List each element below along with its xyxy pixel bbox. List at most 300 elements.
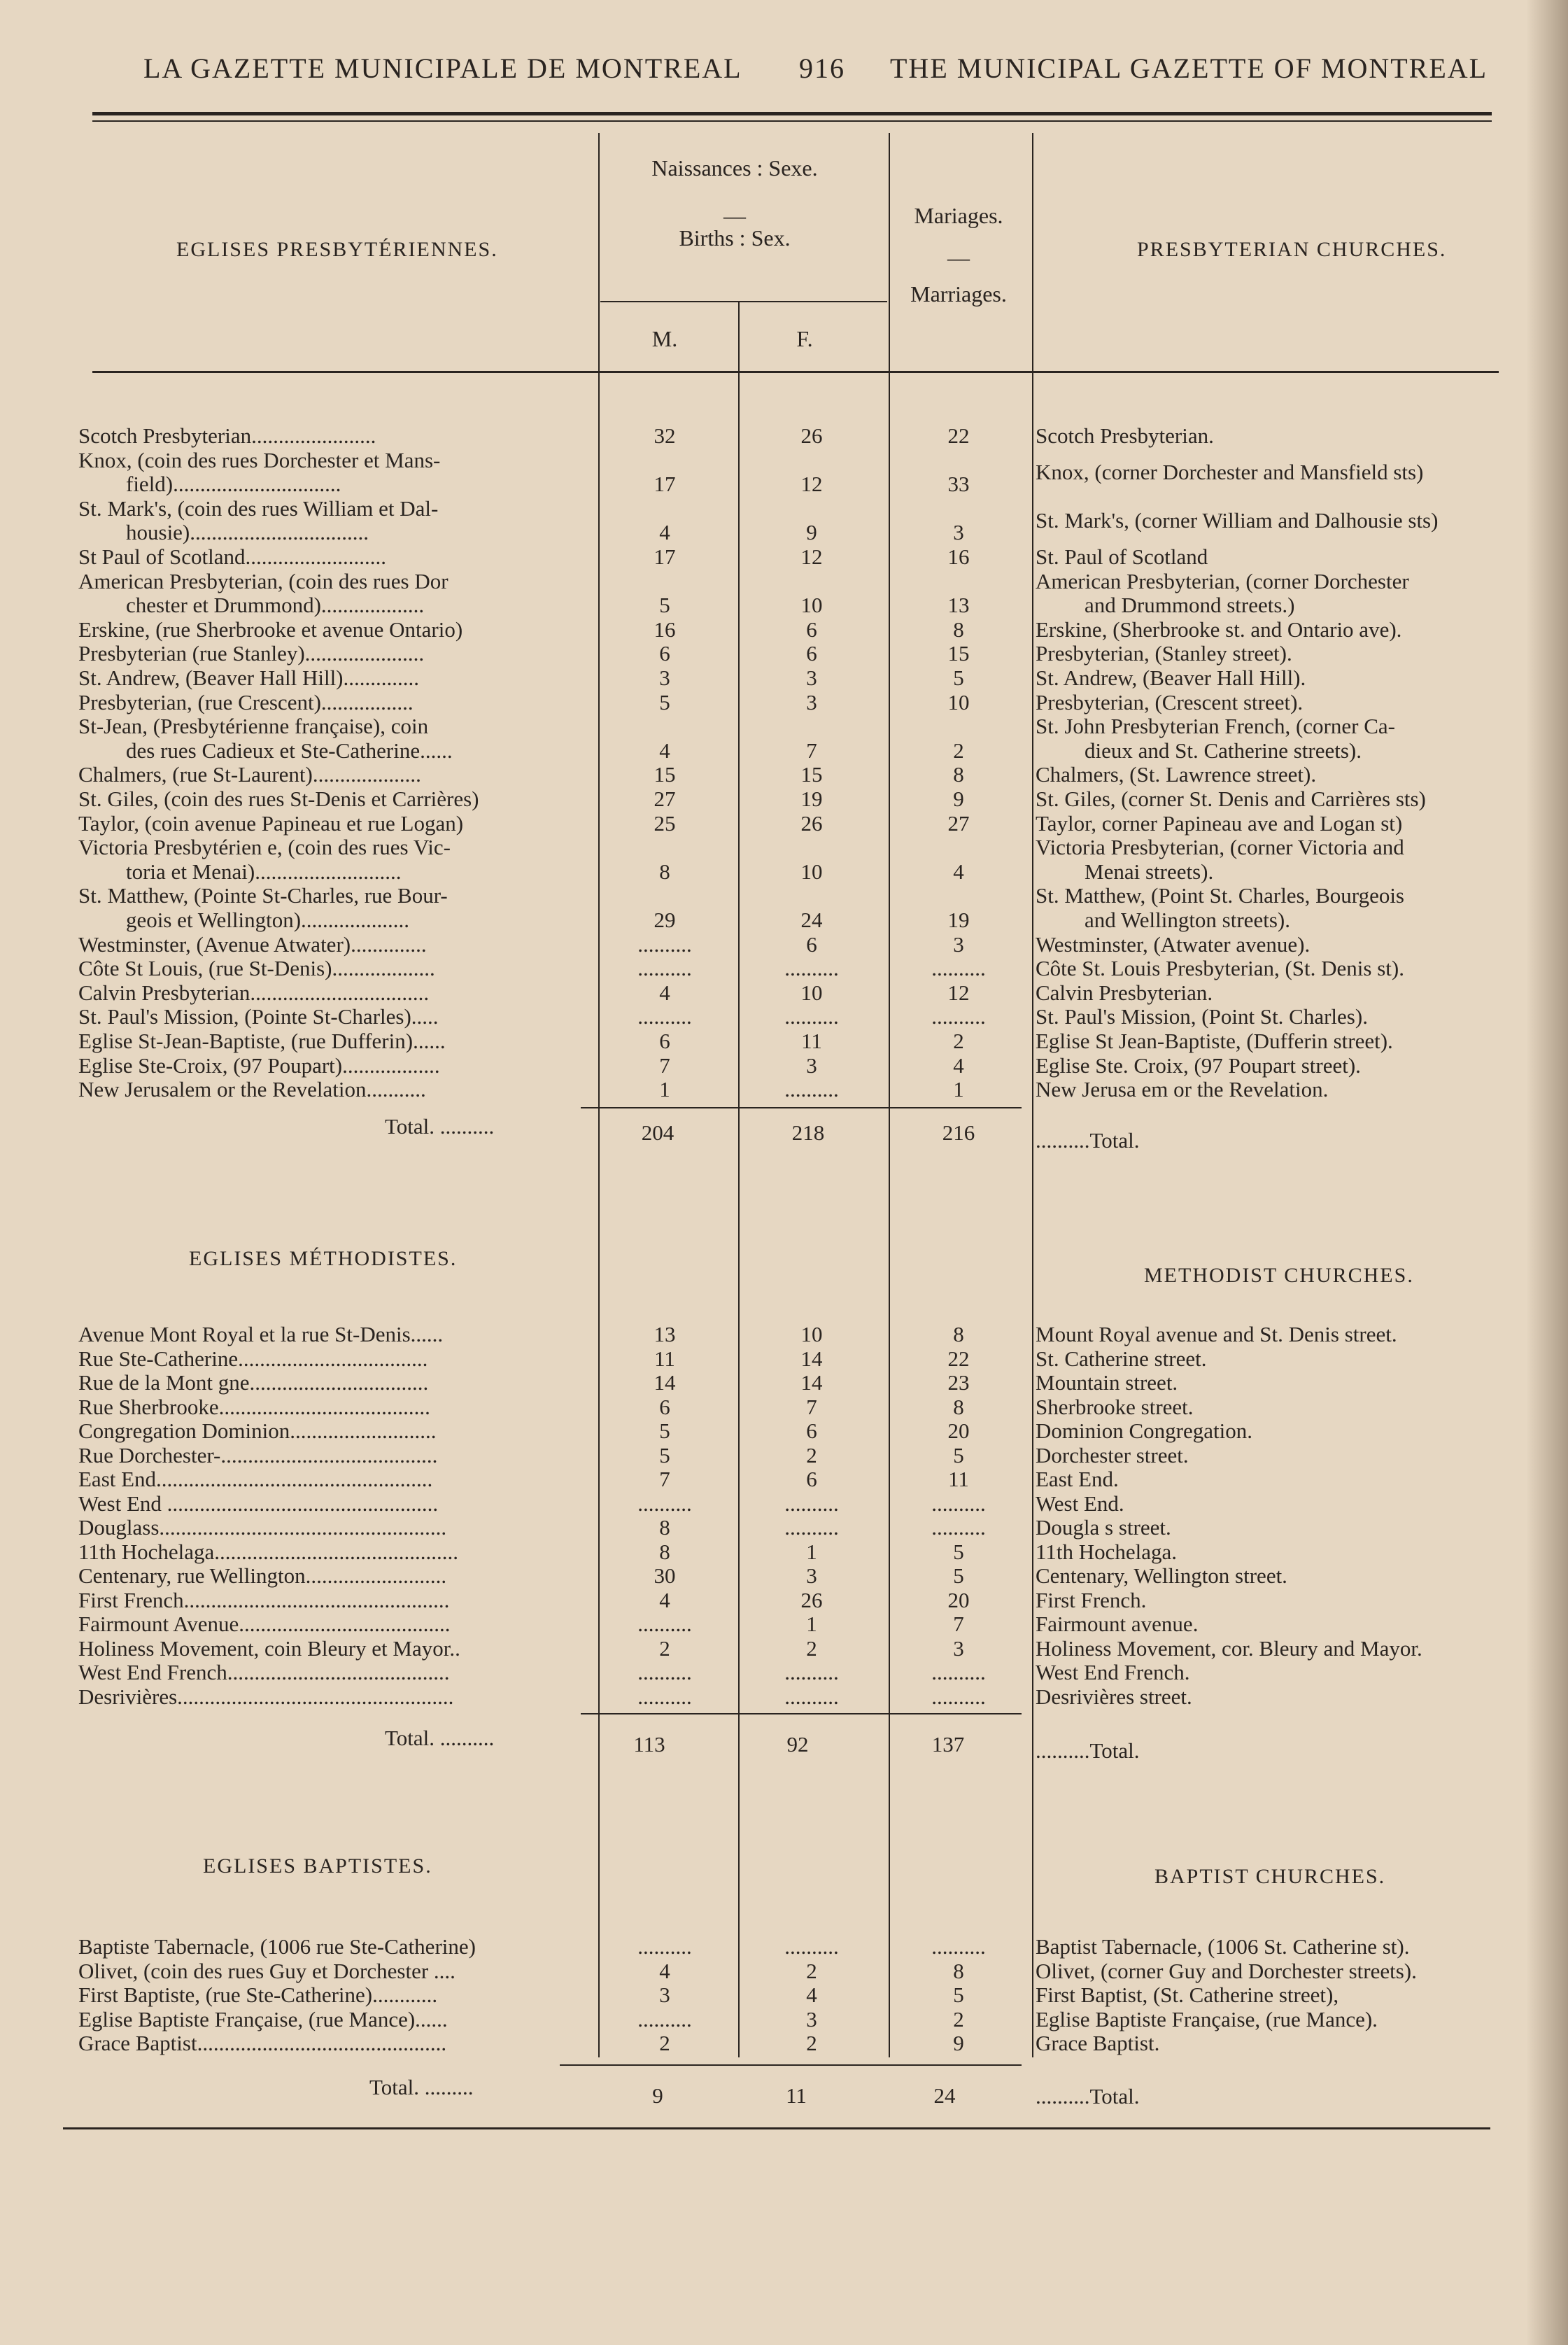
baptist-name-en: Eglise Baptiste Française, (rue Mance). [1036,2007,1378,2031]
methodist-name-fr: West End French......................................... [78,1661,450,1684]
presbyterian-marriage-count: 5 [953,666,964,690]
presbyterian-marriage-count: 19 [947,907,970,932]
presbyterian-total-marriages: 216 [942,1120,975,1145]
baptist-total-row [0,2084,1568,2108]
methodist-female-count: 6 [806,1418,817,1443]
methodist-name-en: Dougla s street. [1036,1516,1171,1540]
presbyterian-name-fr: Victoria Presbytérien e, (coin des rues Vic- [78,836,451,860]
methodist-male-count: 30 [654,1563,676,1588]
baptist-total-label-fr: Total. ......... [369,2075,474,2099]
presbyterian-name-fr-cont: housie)................................. [126,521,369,545]
presbyterian-female-count: 24 [800,907,823,932]
presbyterian-name-en: Chalmers, (St. Lawrence street). [1036,763,1317,787]
methodist-row [0,1419,1568,1443]
baptist-row [0,1935,1568,1959]
methodist-male-count: 13 [654,1322,676,1346]
presbyterian-name-fr-cont: toria et Menai)........................... [126,859,402,884]
female-header: F. [796,326,813,351]
page-edge-shadow [1526,0,1568,2345]
baptist-name-fr: Baptiste Tabernacle, (1006 rue Ste-Catherine) [78,1935,476,1959]
presbyterian-row [0,714,1568,763]
presbyterian-male-count: .......... [637,931,692,957]
baptist-name-en: Olivet, (corner Guy and Dorchester streets). [1036,1959,1417,1983]
methodist-marriage-count: 5 [953,1563,964,1588]
presbyterian-name-fr: St. Mark's, (coin des rues William et Dal- [78,496,439,521]
presbyterian-row [0,424,1568,448]
presbyterian-row [0,787,1568,811]
methodist-name-fr: 11th Hochelaga............................................. [78,1540,458,1564]
methodist-name-fr: Fairmount Avenue....................................... [78,1612,451,1636]
presbyterian-marriage-count: 3 [953,520,964,545]
baptist-female-count: .......... [784,1934,839,1959]
presbyterian-row [0,618,1568,642]
methodist-female-count: 6 [806,1467,817,1491]
presbyterian-marriage-count: 9 [953,787,964,811]
presbyterian-row [0,448,1568,497]
baptist-female-count: 2 [806,2031,817,2055]
presbyterian-female-count: 9 [806,520,817,545]
presbyterian-row [0,836,1568,884]
baptist-total-female: 11 [786,2083,807,2108]
methodist-marriage-count: 20 [947,1418,970,1443]
presbyterian-row [0,763,1568,787]
presbyterian-row [0,933,1568,957]
presbyterian-row [0,545,1568,569]
methodist-name-fr: Avenue Mont Royal et la rue St-Denis...... [78,1323,444,1346]
presbyterian-name-en: Eglise St Jean-Baptiste, (Dufferin street). [1036,1029,1393,1053]
presbyterian-female-count: 19 [800,787,823,811]
methodist-row [0,1371,1568,1395]
baptist-marriage-count: .......... [931,1934,986,1959]
presbyterian-name-en: Presbyterian, (Crescent street). [1036,690,1304,714]
methodist-total-male: 113 [633,1732,665,1756]
methodist-name-en: Dorchester street. [1036,1443,1189,1467]
methodist-male-count: 14 [654,1370,676,1395]
header-rule-thick [92,112,1492,115]
presbyterian-female-count: 12 [800,472,823,497]
methodist-male-count: .......... [637,1684,692,1709]
presbyterian-female-count: .......... [784,1077,839,1102]
methodist-name-fr: Desrivières................................................... [78,1684,454,1709]
methodist-name-fr: East End................................................... [78,1467,433,1491]
presbyterian-female-count: 3 [806,689,817,714]
methodist-name-fr: First French................................................. [78,1588,450,1612]
methodist-name-en: 11th Hochelaga. [1036,1540,1177,1564]
presbyterian-marriage-count: 22 [947,423,970,448]
presbyterian-female-count: 6 [806,617,817,642]
methodist-male-count: 11 [654,1346,675,1371]
methodist-name-fr: Holiness Movement, coin Bleury et Mayor.. [78,1636,460,1661]
male-header: M. [651,326,678,351]
methodist-marriage-count: .......... [931,1491,986,1516]
presbyterian-marriage-count: .......... [931,956,986,981]
presbyterian-female-count: 3 [806,666,817,690]
presbyterian-male-count: 8 [659,859,670,884]
methodist-female-count: 1 [806,1539,817,1564]
presbyterian-name-en-cont: dieux and St. Catherine streets). [1085,738,1362,763]
methodist-female-count: 7 [806,1394,817,1419]
baptist-marriage-count: 9 [953,2031,964,2055]
baptist-row [0,2031,1568,2055]
methodist-marriage-count: 20 [947,1587,970,1612]
presbyterian-male-count: 16 [654,617,676,642]
presbyterian-name-en: Erskine, (Sherbrooke st. and Ontario ave). [1036,617,1402,642]
marriages-header-en: Marriages. [910,281,1007,307]
presbyterian-name-fr-cont: geois et Wellington).................... [126,908,410,932]
methodist-male-count: 7 [659,1467,670,1491]
presbyterian-marriage-count: 3 [953,931,964,957]
presbyterian-male-count: 3 [659,666,670,690]
methodist-female-count: 14 [800,1370,823,1395]
methodist-female-count: .......... [784,1660,839,1684]
presbyterian-name-en-cont: and Wellington streets). [1085,908,1290,932]
presbyterian-male-count: 4 [659,738,670,763]
presbyterian-marriage-count: 10 [947,689,970,714]
presbyterian-female-count: .......... [784,1004,839,1029]
baptist-row [0,1959,1568,1983]
presbyterian-female-count: 26 [800,423,823,448]
methodist-marriage-count: 5 [953,1539,964,1564]
baptist-total-male: 9 [652,2083,663,2108]
header-left: LA GAZETTE MUNICIPALE DE MONTREAL [143,52,742,84]
presbyterian-total-row [0,1121,1568,1145]
methodist-male-count: 5 [659,1442,670,1467]
methodist-row [0,1467,1568,1491]
methodist-female-count: 1 [806,1612,817,1636]
methodist-name-en: Mount Royal avenue and St. Denis street. [1036,1323,1397,1346]
presbyterian-marriage-count: .......... [931,1004,986,1029]
presbyterian-name-en: St. John Presbyterian French, (corner Ca- [1036,714,1395,739]
baptist-marriage-count: 5 [953,1983,964,2007]
presbyterian-name-fr: St-Jean, (Presbytérienne française), coin [78,714,429,739]
presbyterian-male-count: 4 [659,980,670,1005]
presbyterian-marriage-count: 16 [947,544,970,569]
presbyterian-row [0,666,1568,690]
presbyterian-male-count: 32 [654,423,676,448]
presbyterian-total-female: 218 [791,1120,825,1145]
baptist-name-en: First Baptist, (St. Catherine street), [1036,1983,1339,2007]
methodist-name-fr: Congregation Dominion........................... [78,1419,437,1443]
presbyterian-female-count: 12 [800,544,823,569]
presbyterian-female-count: 10 [800,859,823,884]
presbyterian-female-count: 15 [800,762,823,787]
presbyterian-male-count: 25 [654,810,676,836]
methodist-female-count: .......... [784,1684,839,1709]
presbyterian-name-fr: New Jerusalem or the Revelation........... [78,1078,426,1102]
presbyterian-female-count: 3 [806,1052,817,1078]
presbyterian-female-count: 26 [800,810,823,836]
methodist-male-count: 5 [659,1418,670,1443]
methodist-total-female: 92 [786,1732,809,1756]
baptist-male-count: 2 [659,2031,670,2055]
presbyterian-marriage-count: 8 [953,762,964,787]
presbyterian-male-count: 17 [654,472,676,497]
methodist-name-en: Dominion Congregation. [1036,1419,1252,1443]
methodist-male-count: 8 [659,1539,670,1564]
presbyterian-male-count: 17 [654,544,676,569]
presbyterian-marriage-count: 15 [947,641,970,666]
methodist-female-count: 10 [800,1322,823,1346]
header-right: THE MUNICIPAL GAZETTE OF MONTREAL [890,52,1488,84]
presbyterian-male-count: 4 [659,520,670,545]
presbyterian-female-count: 10 [800,593,823,618]
baptist-name-fr: First Baptiste, (rue Ste-Catherine)............ [78,1983,438,2007]
presbyterian-row [0,1054,1568,1078]
presbyterian-male-count: 5 [659,593,670,618]
presbyterian-female-count: 11 [801,1029,822,1053]
methodist-total-label-fr: Total. .......... [385,1726,495,1750]
presbyterian-row [0,957,1568,980]
methodist-row [0,1444,1568,1467]
presbyterian-name-en: St. Giles, (corner St. Denis and Carrières sts) [1036,787,1426,811]
methodist-marriage-count: 11 [948,1467,969,1491]
methodist-name-fr: Centenary, rue Wellington.......................... [78,1564,447,1588]
presbyterian-name-fr: Calvin Presbyterian................................. [78,980,430,1005]
baptist-row [0,1983,1568,2007]
presbyterian-name-en: Knox, (corner Dorchester and Mansfield sts) [1036,460,1424,484]
presbyterian-row [0,884,1568,932]
presbyterian-name-fr: Westminster, (Avenue Atwater).............. [78,932,427,957]
presbyterian-total-label-en: ..........Total. [1036,1128,1140,1153]
methodist-name-fr: Rue Dorchester-........................................ [78,1443,438,1467]
methodist-male-count: 6 [659,1394,670,1419]
methodist-row [0,1516,1568,1540]
presbyterian-name-fr: Côte St Louis, (rue St-Denis)................... [78,957,435,981]
presbyterian-row [0,981,1568,1005]
baptist-male-count: 3 [659,1983,670,2007]
baptist-name-en: Grace Baptist. [1036,2031,1160,2055]
methodist-row [0,1564,1568,1588]
presbyterian-male-count: .......... [637,1004,692,1029]
methodist-female-count: 3 [806,1563,817,1588]
methodist-female-count: 14 [800,1346,823,1371]
methodist-female-count: .......... [784,1515,839,1540]
presbyterian-name-en: American Presbyterian, (corner Dorchester [1036,569,1409,593]
presbyterian-name-en-cont: Menai streets). [1085,859,1214,884]
methodist-male-count: .......... [637,1612,692,1636]
presbyterian-name-en: St. Andrew, (Beaver Hall Hill). [1036,666,1306,690]
presbyterian-name-en: Scotch Presbyterian. [1036,424,1214,448]
presbyterian-name-en: St. Matthew, (Point St. Charles, Bourgeois [1036,884,1404,908]
footer-rule [63,2127,1490,2129]
presbyterian-name-fr-cont: field)............................... [126,472,341,497]
presbyterian-total-male: 204 [641,1120,674,1145]
methodist-row [0,1685,1568,1709]
methodist-marriage-count: 8 [953,1394,964,1419]
presbyterian-row [0,691,1568,714]
methodist-row [0,1589,1568,1612]
methodist-row [0,1323,1568,1346]
methodist-name-fr: Rue de la Mont gne................................. [78,1371,429,1395]
methodist-marriage-count: .......... [931,1660,986,1684]
presbyterian-name-en: Eglise Ste. Croix, (97 Poupart street). [1036,1053,1361,1078]
presbyterian-male-count: 27 [654,787,676,811]
presbyterian-male-count: 7 [659,1052,670,1078]
presbyterian-female-count: 6 [806,641,817,666]
methodist-marriage-count: .......... [931,1684,986,1709]
presbyterian-male-count: 29 [654,907,676,932]
methodist-name-en: Mountain street. [1036,1371,1178,1395]
methodist-marriage-count: 22 [947,1346,970,1371]
presbyterian-name-fr: Scotch Presbyterian....................... [78,424,376,448]
methodist-name-en: West End. [1036,1491,1124,1516]
methodist-row [0,1637,1568,1661]
presbyterian-name-en: St. Paul's Mission, (Point St. Charles). [1036,1005,1368,1029]
baptist-name-fr: Eglise Baptiste Française, (rue Mance)...... [78,2007,448,2031]
baptist-name-en: Baptist Tabernacle, (1006 St. Catherine st). [1036,1935,1410,1959]
presbyterian-name-en: Presbyterian, (Stanley street). [1036,642,1292,666]
methodist-male-count: .......... [637,1660,692,1684]
methodist-male-count: 2 [659,1635,670,1661]
methodist-name-en: Centenary, Wellington street. [1036,1564,1287,1588]
methodist-name-en: St. Catherine street. [1036,1346,1207,1371]
presbyterian-row [0,496,1568,545]
presbyterian-name-fr: Presbyterian, (rue Crescent)................. [78,690,414,714]
presbyterian-marriage-count: 33 [947,472,970,497]
methodist-male-count: 4 [659,1587,670,1612]
baptist-marriage-count: 8 [953,1958,964,1983]
methodist-total-row [0,1733,1568,1756]
presbyterian-name-en: Westminster, (Atwater avenue). [1036,932,1311,957]
methodist-female-count: 2 [806,1442,817,1467]
presbyterian-row [0,642,1568,666]
presbyterian-male-count: 6 [659,641,670,666]
presbyterian-marriage-count: 12 [947,980,970,1005]
methodist-male-count: .......... [637,1491,692,1516]
baptist-female-count: 4 [806,1983,817,2007]
methodist-marriage-count: .......... [931,1515,986,1540]
presbyterian-name-en: Taylor, corner Papineau ave and Logan st) [1036,811,1403,836]
presbyterian-name-fr: St. Matthew, (Pointe St-Charles, rue Bour- [78,884,448,908]
baptist-female-count: 2 [806,1958,817,1983]
presbyterian-name-en: Côte St. Louis Presbyterian, (St. Denis st). [1036,957,1404,981]
methodist-name-en: First French. [1036,1588,1147,1612]
methodist-title-en: METHODIST CHURCHES. [1144,1264,1414,1287]
presbyterian-male-count: 1 [659,1077,670,1102]
presbyterian-marriage-count: 27 [947,810,970,836]
sex-subheader-rule [600,301,887,302]
presbyterian-row [0,812,1568,836]
presbyterian-name-fr-cont: chester et Drummond)................... [126,593,425,618]
methodist-male-count: 8 [659,1515,670,1540]
presbyterian-name-fr: St Paul of Scotland.......................... [78,545,387,569]
header-rule-thin [92,120,1492,122]
presbyterian-name-en: St. Mark's, (corner William and Dalhousie sts) [1036,509,1439,533]
baptist-total-label-en: ..........Total. [1036,2084,1140,2108]
methodist-title-fr: EGLISES MÉTHODISTES. [189,1247,458,1270]
presbyterian-name-fr: Erskine, (rue Sherbrooke et avenue Ontario) [78,617,463,642]
presbyterian-name-en: Calvin Presbyterian. [1036,980,1213,1005]
methodist-name-fr: Rue Ste-Catherine................................... [78,1346,428,1371]
presbyterian-total-label-fr: Total. .......... [385,1114,495,1139]
presbyterian-row [0,1005,1568,1029]
births-dash: — [723,203,746,228]
presbyterian-name-fr: Knox, (coin des rues Dorchester et Mans- [78,448,441,472]
methodist-marriage-count: 8 [953,1322,964,1346]
presbyterian-title-fr: EGLISES PRESBYTÉRIENNES. [176,238,498,261]
methodist-name-en: Holiness Movement, cor. Bleury and Mayor. [1036,1636,1422,1661]
presbyterian-name-fr: Eglise Ste-Croix, (97 Poupart).................. [78,1053,440,1078]
baptist-total-rule [560,2064,1022,2066]
presbyterian-male-count: .......... [637,956,692,981]
presbyterian-name-en-cont: and Drummond streets.) [1085,593,1295,618]
baptist-name-fr: Grace Baptist.............................................. [78,2031,447,2055]
methodist-marriage-count: 5 [953,1442,964,1467]
presbyterian-male-count: 5 [659,689,670,714]
presbyterian-male-count: 15 [654,762,676,787]
presbyterian-name-en: Victoria Presbyterian, (corner Victoria and [1036,836,1404,860]
methodist-row [0,1347,1568,1371]
methodist-female-count: .......... [784,1491,839,1516]
methodist-total-label-en: ..........Total. [1036,1738,1140,1763]
methodist-row [0,1395,1568,1419]
marriages-dash: — [947,245,970,270]
presbyterian-marriage-count: 13 [947,593,970,618]
presbyterian-marriage-count: 4 [953,1052,964,1078]
baptist-row [0,2008,1568,2031]
presbyterian-female-count: .......... [784,956,839,981]
presbyterian-name-fr: St. Paul's Mission, (Pointe St-Charles)..... [78,1005,439,1029]
baptist-title-fr: EGLISES BAPTISTES. [203,1854,432,1878]
presbyterian-marriage-count: 2 [953,1029,964,1053]
baptist-male-count: 4 [659,1958,670,1983]
presbyterian-name-fr: St. Giles, (coin des rues St-Denis et Carrières) [78,787,479,811]
presbyterian-row [0,569,1568,618]
presbyterian-name-fr: Taylor, (coin avenue Papineau et rue Logan) [78,811,464,836]
baptist-marriage-count: 2 [953,2006,964,2031]
presbyterian-name-fr: Presbyterian (rue Stanley)...................... [78,642,425,666]
presbyterian-title-en: PRESBYTERIAN CHURCHES. [1137,238,1447,261]
methodist-total-rule [581,1713,1022,1714]
methodist-marriage-count: 7 [953,1612,964,1636]
methodist-total-marriages: 137 [931,1732,965,1756]
births-header-fr: Naissances : Sexe. [651,155,818,181]
methodist-female-count: 26 [800,1587,823,1612]
presbyterian-name-fr: Eglise St-Jean-Baptiste, (rue Dufferin)...... [78,1029,446,1053]
page-number: 916 [799,52,845,84]
methodist-name-fr: Douglass..................................................... [78,1516,447,1540]
presbyterian-row [0,1078,1568,1101]
methodist-name-en: Sherbrooke street. [1036,1395,1194,1419]
methodist-row [0,1612,1568,1636]
presbyterian-name-fr: Chalmers, (rue St-Laurent).................... [78,763,421,787]
births-header-en: Births : Sex. [679,225,791,251]
methodist-row [0,1661,1568,1684]
column-header-rule [92,371,1499,373]
baptist-male-count: .......... [637,1934,692,1959]
presbyterian-female-count: 10 [800,980,823,1005]
methodist-name-en: Desrivières street. [1036,1684,1192,1709]
presbyterian-name-en: St. Paul of Scotland [1036,545,1208,569]
baptist-male-count: .......... [637,2006,692,2031]
presbyterian-total-rule [581,1107,1022,1108]
methodist-row [0,1540,1568,1564]
presbyterian-name-fr: St. Andrew, (Beaver Hall Hill).............. [78,666,420,690]
methodist-marriage-count: 3 [953,1635,964,1661]
presbyterian-male-count: 6 [659,1029,670,1053]
baptist-female-count: 3 [806,2006,817,2031]
methodist-name-fr: Rue Sherbrooke....................................... [78,1395,430,1419]
presbyterian-marriage-count: 4 [953,859,964,884]
methodist-marriage-count: 23 [947,1370,970,1395]
presbyterian-marriage-count: 1 [953,1077,964,1102]
baptist-title-en: BAPTIST CHURCHES. [1154,1865,1386,1888]
methodist-female-count: 2 [806,1635,817,1661]
methodist-name-en: East End. [1036,1467,1119,1491]
marriages-header-fr: Mariages. [914,203,1003,228]
methodist-row [0,1492,1568,1516]
presbyterian-marriage-count: 2 [953,738,964,763]
